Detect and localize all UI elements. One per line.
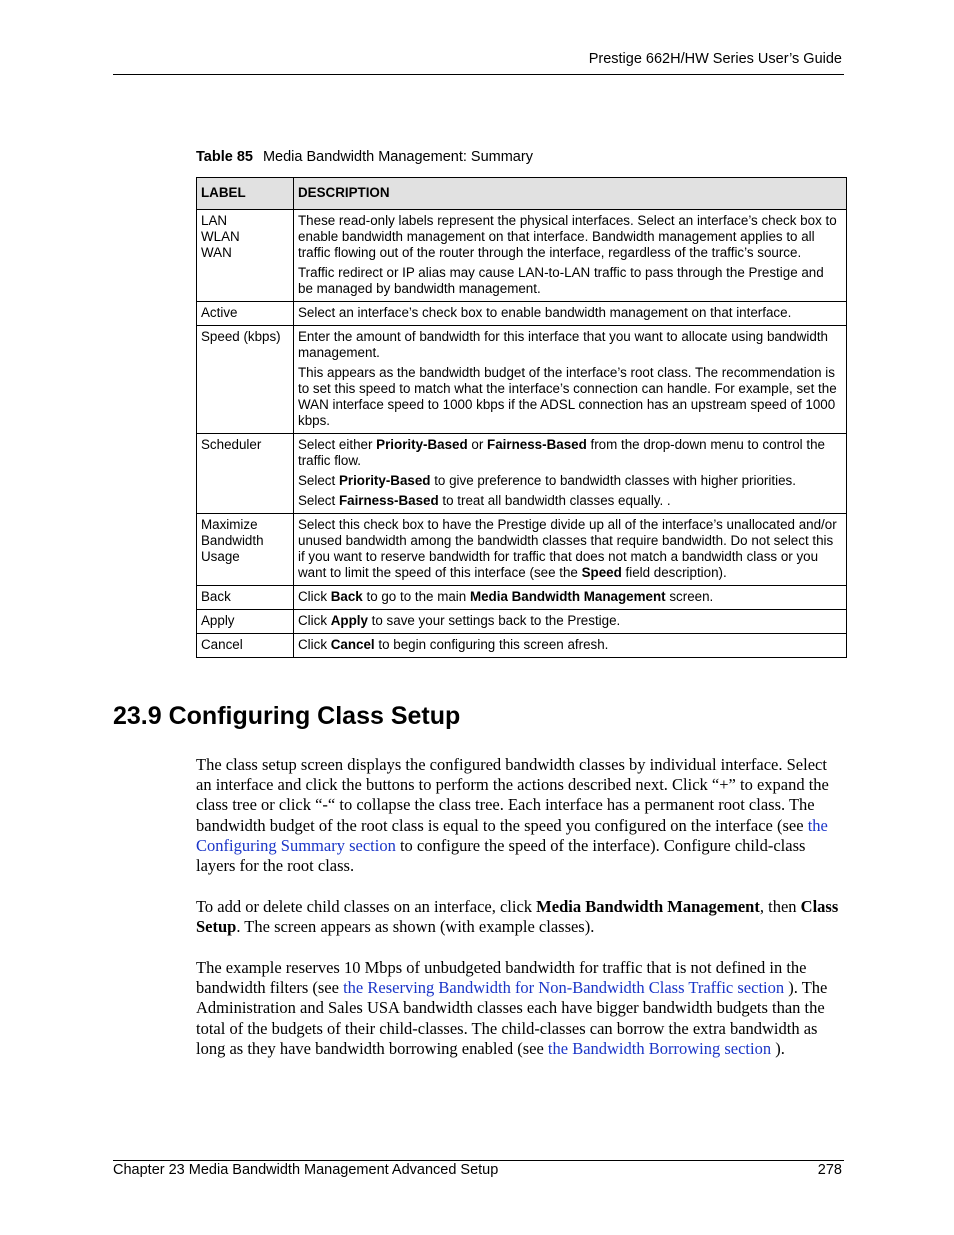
description-paragraph xyxy=(298,437,842,469)
text-run: Click xyxy=(298,613,331,628)
description-paragraph xyxy=(298,589,842,605)
text-run: screen. xyxy=(665,589,714,604)
row-label-line: Bandwidth xyxy=(201,533,264,548)
text-run: , then xyxy=(759,897,801,916)
body-paragraph-1 xyxy=(196,755,844,876)
cross-reference-link[interactable]: the Bandwidth Borrowing section xyxy=(547,1038,772,1058)
cross-reference-link[interactable]: the Configuring Summary section xyxy=(196,815,828,855)
row-description xyxy=(294,326,847,434)
bold-term: Media Bandwidth Management xyxy=(469,589,666,604)
text-run: to give preference to bandwidth classes with higher priorities. xyxy=(430,473,796,488)
text-run: To add or delete child classes on an interface, click xyxy=(196,897,537,916)
cross-reference-link[interactable]: the Reserving Bandwidth for Non-Bandwidth Class Traffic section xyxy=(343,978,785,998)
text-run: to treat all bandwidth classes equally. . xyxy=(438,493,671,508)
text-run: to begin configuring this screen afresh. xyxy=(374,637,609,652)
table-row xyxy=(197,610,847,634)
table-row xyxy=(197,586,847,610)
running-header: Prestige 662H/HW Series User’s Guide xyxy=(588,51,842,67)
row-label xyxy=(197,514,294,586)
description-paragraph xyxy=(298,473,842,489)
text-run: ). The Administration and Sales USA bandwidth classes each have bigger bandwidth budgets than the total of the budgets of their child-classes. The child-classes can borrow the extra bandwidth as long as they have bandwidth borrowing enabled (see xyxy=(196,978,828,1058)
footer-chapter: Chapter 23 Media Bandwidth Management Advanced Setup xyxy=(113,1162,499,1178)
text-run: These read-only labels represent the physical interfaces. Select an interface’s check box to enable bandwidth management on that interface. Bandwidth management applies to all traffic flowing out of the router through the interface, regardless of the traffic’s source. xyxy=(298,213,837,260)
text-run: Click xyxy=(298,589,331,604)
table-body xyxy=(197,210,847,658)
text-run: or xyxy=(467,437,488,452)
description-column-header: DESCRIPTION xyxy=(294,178,847,210)
summary-table xyxy=(196,177,847,658)
row-description xyxy=(294,514,847,586)
description-paragraph xyxy=(298,637,842,653)
table-row xyxy=(197,634,847,658)
table-row xyxy=(197,210,847,302)
text-run: to go to the main xyxy=(362,589,470,604)
bold-term: Priority-Based xyxy=(338,473,431,488)
row-label xyxy=(197,610,294,634)
bold-term: Back xyxy=(330,589,363,604)
table-row xyxy=(197,434,847,514)
row-label xyxy=(197,326,294,434)
row-label-line: Apply xyxy=(201,613,235,628)
bold-term: Priority-Based xyxy=(376,437,468,452)
row-label-line: Speed (kbps) xyxy=(201,329,281,344)
row-label-line: Scheduler xyxy=(201,437,262,452)
header-rule xyxy=(113,74,844,75)
page-number: 278 xyxy=(817,1162,842,1178)
text-run: The example reserves 10 Mbps of unbudgeted bandwidth for traffic that is not defined in the bandwidth filters (see xyxy=(196,958,807,998)
table-caption-title: Media Bandwidth Management: Summary xyxy=(262,149,533,165)
text-run: Select an interface’s check box to enable bandwidth management on that interface. xyxy=(298,305,792,320)
footer-rule xyxy=(113,1160,844,1161)
table-row xyxy=(197,326,847,434)
text-run: The class setup screen displays the configured bandwidth classes by individual interface. Select an interface and click the buttons to perform the actions described next. Click “+” to expand the class tree or click “-“ to collapse the class tree. Each interface has a permanent root class. The bandwidth budget of the root class is equal to the speed you configured on the interface (see xyxy=(196,755,829,835)
body-paragraph-3 xyxy=(196,958,844,1059)
row-label-line: Cancel xyxy=(201,637,243,652)
table-caption xyxy=(196,149,533,165)
section-heading: 23.9 Configuring Class Setup xyxy=(113,702,461,730)
row-label-line: Maximize xyxy=(201,517,258,532)
row-description xyxy=(294,302,847,326)
description-paragraph xyxy=(298,305,842,321)
text-run: Select xyxy=(298,493,339,508)
bold-term: Cancel xyxy=(330,637,375,652)
row-label xyxy=(197,302,294,326)
text-run: . The screen appears as shown (with example classes). xyxy=(236,917,595,937)
bold-term: Fairness-Based xyxy=(487,437,587,452)
table-header-row xyxy=(197,178,847,210)
text-run: Enter the amount of bandwidth for this interface that you want to allocate using bandwidth management. xyxy=(298,329,829,360)
row-label-line: WLAN xyxy=(201,229,240,244)
row-description xyxy=(294,610,847,634)
text-run: This appears as the bandwidth budget of the interface’s root class. The recommendation is to set this speed to match what the interface’s connection can handle. For example, set the WAN interface speed to 1000 kbps if the ADSL connection has an upstream speed of 1000 kbps. xyxy=(298,365,837,428)
bold-term: Apply xyxy=(330,613,368,628)
bold-term: Class Setup xyxy=(196,897,839,937)
text-run: Traffic redirect or IP alias may cause LAN-to-LAN traffic to pass through the Prestige and be managed by bandwidth management. xyxy=(298,265,824,296)
row-description xyxy=(294,210,847,302)
row-description xyxy=(294,586,847,610)
text-run: field description). xyxy=(621,565,727,580)
row-label xyxy=(197,634,294,658)
row-label-line: Back xyxy=(201,589,231,604)
row-description xyxy=(294,434,847,514)
label-column-header: LABEL xyxy=(197,178,294,210)
table-row xyxy=(197,302,847,326)
text-run: to configure the speed of the interface). Configure child-class layers for the root class. xyxy=(196,835,806,876)
row-label xyxy=(197,434,294,514)
text-run: from the drop-down menu to control the traffic flow. xyxy=(298,437,825,468)
row-label xyxy=(197,586,294,610)
row-label xyxy=(197,210,294,302)
bold-term: Fairness-Based xyxy=(338,493,439,508)
text-run: Select this check box to have the Prestige divide up all of the interface’s unallocated and/or unused bandwidth among the bandwidth classes that require bandwidth. Do not select this if you want to reserve bandwidth for traffic that does not match a bandwidth class or you want to limit the speed of this interface (see the xyxy=(298,517,837,580)
description-paragraph xyxy=(298,493,842,509)
body-paragraph-2 xyxy=(196,897,844,937)
row-label-line: Usage xyxy=(201,549,240,564)
bold-term: Speed xyxy=(581,565,622,580)
description-paragraph xyxy=(298,265,842,297)
row-description xyxy=(294,634,847,658)
text-run: ). xyxy=(771,1038,785,1058)
row-label-line: LAN xyxy=(201,213,228,228)
text-run: to save your settings back to the Prestige. xyxy=(367,613,621,628)
text-run: Select xyxy=(298,473,339,488)
description-paragraph xyxy=(298,365,842,429)
description-paragraph xyxy=(298,329,842,361)
description-paragraph xyxy=(298,213,842,261)
text-run: Click xyxy=(298,637,331,652)
row-label-line: WAN xyxy=(201,245,232,260)
table-row xyxy=(197,514,847,586)
row-label-line: Active xyxy=(201,305,238,320)
bold-term: Media Bandwidth Management xyxy=(536,897,760,916)
description-paragraph xyxy=(298,517,842,581)
table-caption-number: Table 85 xyxy=(196,149,253,165)
text-run: Select either xyxy=(298,437,377,452)
description-paragraph xyxy=(298,613,842,629)
